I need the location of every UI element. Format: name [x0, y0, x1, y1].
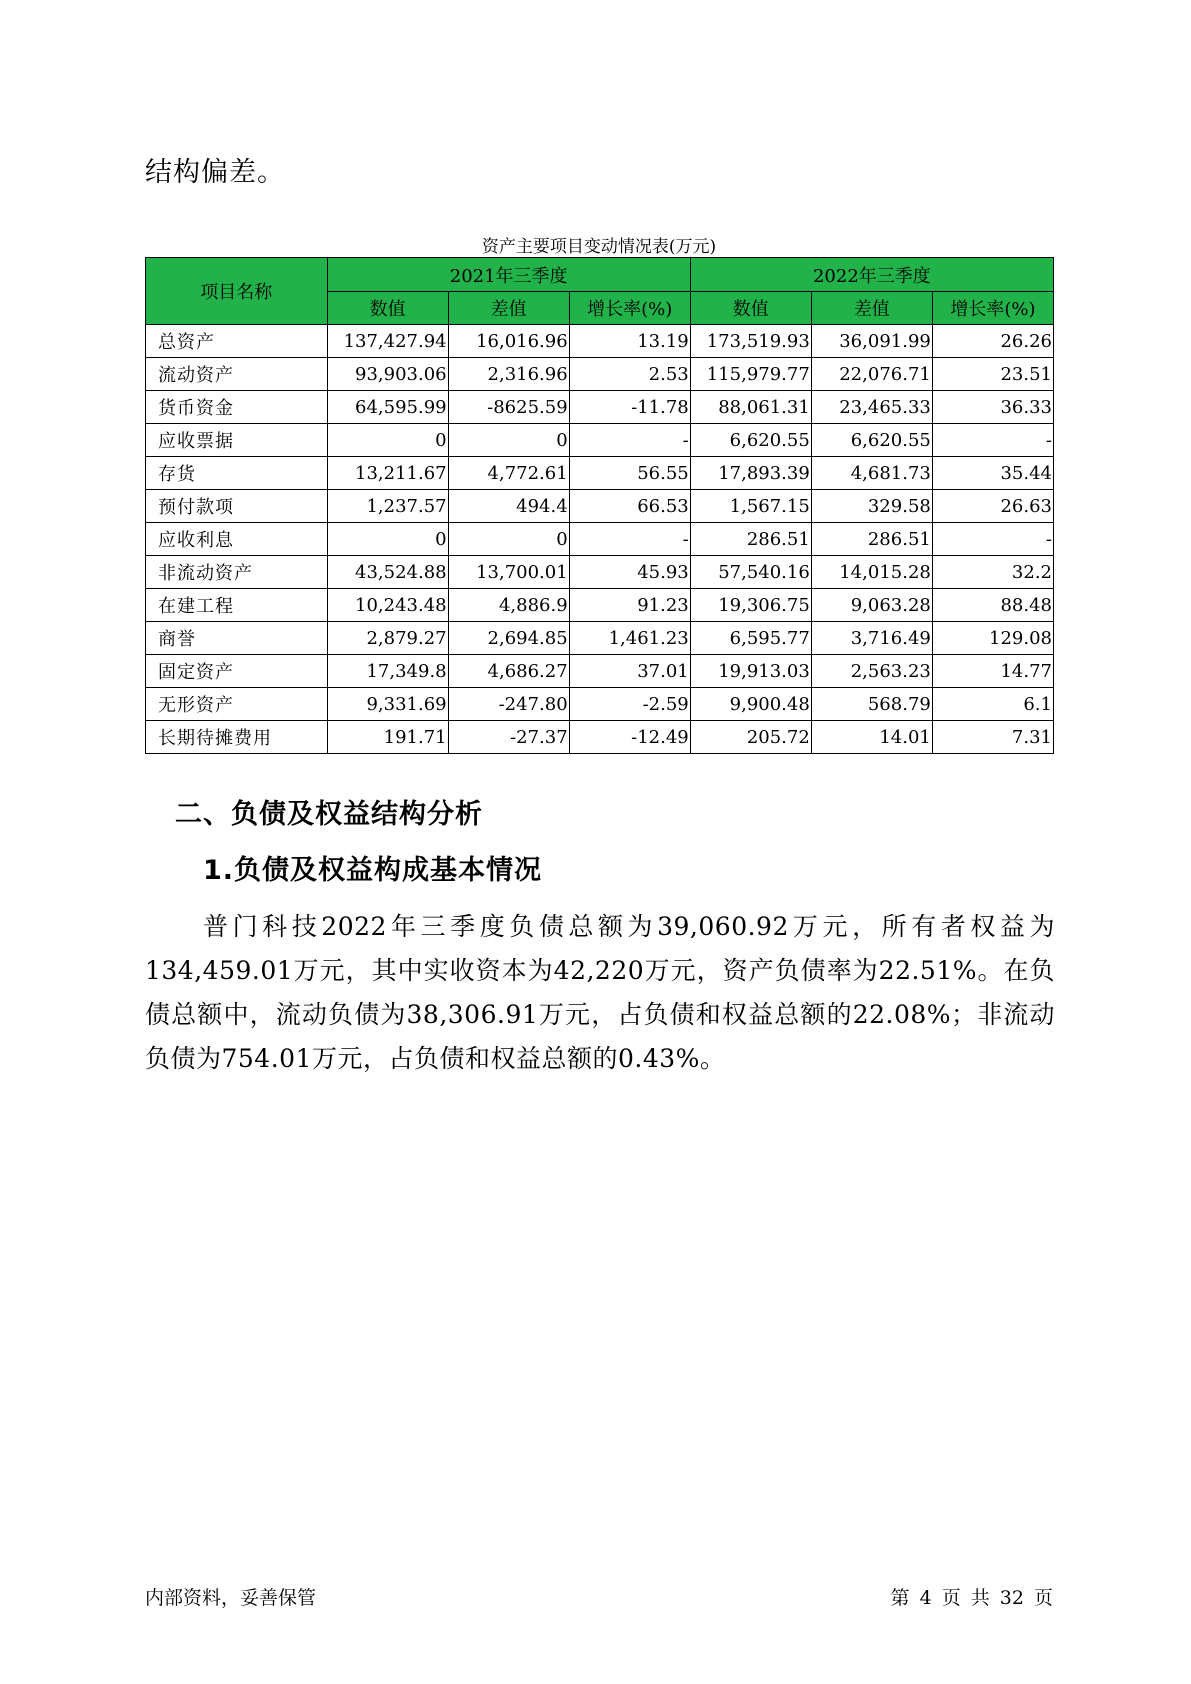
- cell-diff-2022: 3,716.49: [811, 622, 932, 655]
- row-item-name: 应收利息: [146, 523, 328, 556]
- cell-diff-2022: 2,563.23: [811, 655, 932, 688]
- cell-growth-2021: 45.93: [569, 556, 690, 589]
- subsection-heading: 1.负债及权益构成基本情况: [203, 855, 543, 886]
- row-item-name: 长期待摊费用: [146, 721, 328, 754]
- cell-diff-2022: 6,620.55: [811, 424, 932, 457]
- table-row: [146, 391, 1054, 424]
- cell-growth-2022: -: [932, 523, 1053, 556]
- section-heading: 二、负债及权益结构分析: [175, 799, 483, 830]
- header-item-name: 项目名称: [146, 258, 328, 325]
- cell-value-2022: 9,900.48: [690, 688, 811, 721]
- cell-diff-2022: 4,681.73: [811, 457, 932, 490]
- cell-growth-2021: -11.78: [569, 391, 690, 424]
- row-item-name: 总资产: [146, 325, 328, 358]
- cell-growth-2021: 66.53: [569, 490, 690, 523]
- cell-diff-2021: 4,886.9: [448, 589, 569, 622]
- cell-value-2021: 0: [327, 424, 448, 457]
- cell-value-2022: 19,913.03: [690, 655, 811, 688]
- header-value-2021: 数值: [327, 292, 448, 325]
- lead-text: 结构偏差。: [145, 157, 285, 188]
- table-row: [146, 358, 1054, 391]
- row-item-name: 在建工程: [146, 589, 328, 622]
- header-period-2021: 2021年三季度: [327, 258, 690, 292]
- cell-growth-2021: 13.19: [569, 325, 690, 358]
- row-item-name: 非流动资产: [146, 556, 328, 589]
- cell-value-2021: 137,427.94: [327, 325, 448, 358]
- cell-growth-2022: 32.2: [932, 556, 1053, 589]
- cell-value-2022: 88,061.31: [690, 391, 811, 424]
- cell-growth-2022: 88.48: [932, 589, 1053, 622]
- cell-diff-2021: -8625.59: [448, 391, 569, 424]
- cell-value-2021: 13,211.67: [327, 457, 448, 490]
- cell-diff-2021: 13,700.01: [448, 556, 569, 589]
- cell-value-2022: 286.51: [690, 523, 811, 556]
- cell-value-2021: 1,237.57: [327, 490, 448, 523]
- row-item-name: 预付款项: [146, 490, 328, 523]
- cell-diff-2021: 2,694.85: [448, 622, 569, 655]
- cell-growth-2021: -12.49: [569, 721, 690, 754]
- cell-value-2022: 17,893.39: [690, 457, 811, 490]
- header-growth-2022: 增长率(%): [932, 292, 1053, 325]
- cell-value-2021: 191.71: [327, 721, 448, 754]
- cell-diff-2022: 568.79: [811, 688, 932, 721]
- cell-growth-2021: -2.59: [569, 688, 690, 721]
- cell-growth-2022: 35.44: [932, 457, 1053, 490]
- cell-growth-2022: 36.33: [932, 391, 1053, 424]
- table-row: [146, 655, 1054, 688]
- cell-growth-2022: 26.63: [932, 490, 1053, 523]
- cell-growth-2022: -: [932, 424, 1053, 457]
- cell-diff-2021: -247.80: [448, 688, 569, 721]
- cell-value-2022: 1,567.15: [690, 490, 811, 523]
- header-growth-2021: 增长率(%): [569, 292, 690, 325]
- cell-diff-2021: 0: [448, 424, 569, 457]
- header-diff-2021: 差值: [448, 292, 569, 325]
- cell-growth-2021: 37.01: [569, 655, 690, 688]
- cell-value-2022: 6,620.55: [690, 424, 811, 457]
- cell-value-2021: 64,595.99: [327, 391, 448, 424]
- cell-growth-2021: 1,461.23: [569, 622, 690, 655]
- footer-confidential-note: 内部资料，妥善保管: [145, 1587, 317, 1609]
- cell-growth-2021: -: [569, 523, 690, 556]
- cell-growth-2022: 7.31: [932, 721, 1053, 754]
- cell-value-2021: 17,349.8: [327, 655, 448, 688]
- table-row: [146, 622, 1054, 655]
- cell-diff-2021: 16,016.96: [448, 325, 569, 358]
- cell-value-2022: 115,979.77: [690, 358, 811, 391]
- row-item-name: 固定资产: [146, 655, 328, 688]
- cell-growth-2021: 56.55: [569, 457, 690, 490]
- table-row: [146, 424, 1054, 457]
- body-paragraph: 普门科技2022年三季度负债总额为39,060.92万元，所有者权益为134,459.01万元，其中实收资本为42,220万元，资产负债率为22.51%。在负债总额中，流动负债为38,306.91万元，占负债和权益总额的22.08%；非流动负债为754.01万元，占负债和权益总额的0.43%。: [145, 912, 1055, 1073]
- cell-value-2022: 205.72: [690, 721, 811, 754]
- table-row: [146, 490, 1054, 523]
- cell-value-2022: 6,595.77: [690, 622, 811, 655]
- cell-growth-2022: 23.51: [932, 358, 1053, 391]
- cell-diff-2022: 329.58: [811, 490, 932, 523]
- cell-growth-2022: 26.26: [932, 325, 1053, 358]
- table-row: [146, 325, 1054, 358]
- cell-diff-2021: 2,316.96: [448, 358, 569, 391]
- table-row: [146, 688, 1054, 721]
- cell-growth-2022: 6.1: [932, 688, 1053, 721]
- cell-diff-2022: 9,063.28: [811, 589, 932, 622]
- cell-diff-2022: 286.51: [811, 523, 932, 556]
- cell-diff-2022: 23,465.33: [811, 391, 932, 424]
- table-row: [146, 589, 1054, 622]
- cell-diff-2021: -27.37: [448, 721, 569, 754]
- header-value-2022: 数值: [690, 292, 811, 325]
- table-row: [146, 721, 1054, 754]
- cell-diff-2022: 36,091.99: [811, 325, 932, 358]
- cell-value-2022: 173,519.93: [690, 325, 811, 358]
- cell-value-2021: 9,331.69: [327, 688, 448, 721]
- cell-growth-2022: 14.77: [932, 655, 1053, 688]
- cell-growth-2021: 91.23: [569, 589, 690, 622]
- row-item-name: 货币资金: [146, 391, 328, 424]
- cell-value-2021: 93,903.06: [327, 358, 448, 391]
- cell-value-2021: 2,879.27: [327, 622, 448, 655]
- cell-value-2021: 0: [327, 523, 448, 556]
- table-caption: 资产主要项目变动情况表(万元): [481, 237, 717, 257]
- table-body: [146, 325, 1054, 754]
- header-period-2022: 2022年三季度: [690, 258, 1053, 292]
- table-row: [146, 457, 1054, 490]
- row-item-name: 流动资产: [146, 358, 328, 391]
- cell-value-2022: 57,540.16: [690, 556, 811, 589]
- cell-diff-2021: 494.4: [448, 490, 569, 523]
- cell-diff-2021: 4,772.61: [448, 457, 569, 490]
- cell-diff-2021: 4,686.27: [448, 655, 569, 688]
- table-row: [146, 556, 1054, 589]
- cell-growth-2021: 2.53: [569, 358, 690, 391]
- cell-diff-2022: 14,015.28: [811, 556, 932, 589]
- cell-diff-2022: 22,076.71: [811, 358, 932, 391]
- cell-value-2021: 43,524.88: [327, 556, 448, 589]
- row-item-name: 存货: [146, 457, 328, 490]
- cell-diff-2022: 14.01: [811, 721, 932, 754]
- cell-value-2021: 10,243.48: [327, 589, 448, 622]
- cell-diff-2021: 0: [448, 523, 569, 556]
- cell-growth-2021: -: [569, 424, 690, 457]
- asset-change-table: [145, 257, 1054, 754]
- cell-growth-2022: 129.08: [932, 622, 1053, 655]
- row-item-name: 无形资产: [146, 688, 328, 721]
- table-row: [146, 523, 1054, 556]
- header-diff-2022: 差值: [811, 292, 932, 325]
- row-item-name: 商誉: [146, 622, 328, 655]
- table-header-row: [146, 258, 1054, 292]
- row-item-name: 应收票据: [146, 424, 328, 457]
- cell-value-2022: 19,306.75: [690, 589, 811, 622]
- footer-page-number: 第 4 页 共 32 页: [890, 1587, 1053, 1609]
